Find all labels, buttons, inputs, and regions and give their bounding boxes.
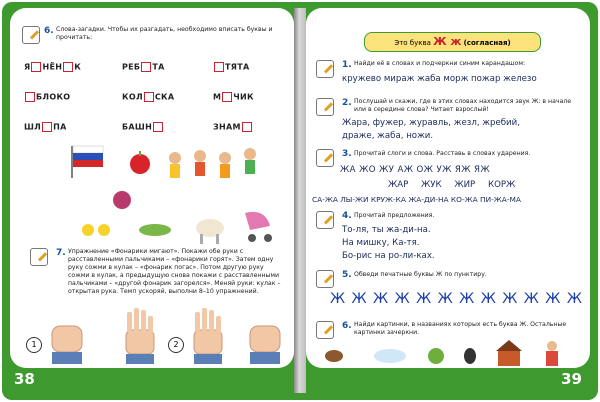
listen-task-icon: [316, 98, 334, 116]
book-task-icon: [316, 149, 334, 167]
task3-row1: ЖА ЖО ЖУ АЖ ОЖ УЖ ЯЖ ЯЖ: [340, 165, 491, 175]
letter-box[interactable]: [144, 92, 154, 102]
boy-icon: [546, 341, 558, 366]
puzzle-word-6: М ЧИК: [213, 92, 254, 102]
flag-icon: [72, 146, 103, 178]
page-number-right: 39: [561, 370, 582, 388]
beetle-icon: [464, 348, 476, 364]
task6-pictures: [320, 338, 590, 368]
task6-number: 6.: [342, 321, 352, 331]
cabbage-icon: [428, 348, 444, 364]
stroller-icon: [245, 212, 272, 242]
open-hand-icon: [126, 308, 154, 364]
task2-number: 2.: [342, 98, 352, 108]
task1-number: 1.: [342, 60, 352, 70]
letter-box[interactable]: [25, 92, 35, 102]
pencil-task-icon: [316, 270, 334, 288]
puzzle-word-2: РЕБ ТА: [122, 62, 165, 72]
page-number-left: 38: [14, 370, 35, 388]
task4-instruction: Прочитай предложения.: [354, 212, 435, 219]
letter-box[interactable]: [141, 62, 151, 72]
hands-illustration: [48, 308, 288, 368]
house-icon: [496, 340, 522, 366]
children-icon: [169, 148, 256, 178]
puzzle-word-8: БАШН: [122, 122, 164, 132]
peas-icon: [139, 224, 171, 236]
task5-instruction: Обведи печатные буквы Ж по пунктиру.: [354, 271, 487, 278]
ducklings-icon: [82, 224, 110, 236]
puzzle-word-4: БЛОКО: [24, 92, 70, 102]
step-two-badge: 2: [168, 337, 184, 353]
task4-line1: То-ля, ты жа-ди-на.: [342, 225, 431, 235]
letter-box[interactable]: [242, 122, 252, 132]
letter-box[interactable]: [214, 62, 224, 72]
task3-row2: ЖАР ЖУК ЖИР КОРЖ: [388, 180, 516, 190]
task3-row3: СА-ЖА ЛЫ-ЖИ КРУЖ-КА ЖА-ДИ-НА КО-ЖА ПИ-ЖА-МА: [312, 195, 521, 204]
task1-words: кружево мираж жаба морж пожар железо: [342, 74, 537, 84]
tracing-letters[interactable]: Ж Ж Ж Ж Ж Ж Ж Ж Ж Ж Ж Ж: [330, 291, 583, 307]
task7-instruction: Упражнение «Фонарики мигают». Покажи обе руки с расставленными пальчиками – «фонарики горят». Затем одну руку сожми в кулак – «фонарик погас». Потом другую руку сожми в кулак, а предыдущую снова покажи с расставленными пальчиками – «другой фонарик загорелся». Меняй руки: кулак – открытая рука. Темп ускоряй, выполни 8–10 упражнений.: [68, 248, 281, 295]
task4-line3: Бо-рис на ро-ли-ках.: [342, 251, 435, 261]
puzzle-pictures: [60, 138, 294, 248]
letter-box[interactable]: [222, 92, 232, 102]
search-task-icon: [316, 321, 334, 339]
hand-task-icon: [30, 248, 48, 266]
apple-icon: [130, 151, 150, 174]
ice-icon: [374, 349, 406, 363]
puzzle-word-3: ТЯТА: [213, 62, 249, 72]
task3-number: 3.: [342, 149, 352, 159]
letter-box[interactable]: [153, 122, 163, 132]
task3-instruction: Прочитай слоги и слова. Расставь в словах ударения.: [354, 150, 531, 157]
pencil-task-icon: [22, 26, 40, 44]
task7-number: 7.: [56, 248, 66, 258]
bird-icon: [325, 350, 343, 362]
fist-icon: [250, 326, 280, 364]
ball-icon: [113, 191, 131, 209]
book-gutter: [294, 8, 306, 393]
puzzle-word-7: ШЛ ПА: [24, 122, 67, 132]
task4-number: 4.: [342, 211, 352, 221]
task1-instruction: Найди её в словах и подчеркни синим карандашом:: [354, 60, 526, 67]
right-page: [306, 8, 590, 368]
letter-box[interactable]: [42, 122, 52, 132]
book-task-icon: [316, 211, 334, 229]
task6-instruction: Слова-загадки. Чтобы их разгадать, необходимо вписать буквы и прочитать:: [56, 26, 273, 41]
lamb-icon: [196, 219, 224, 244]
task6-instruction: Найди картинки, в названиях которых есть буква Ж. Остальные картинки зачеркни.: [354, 321, 567, 336]
task5-number: 5.: [342, 270, 352, 280]
task2-line2: драже, жаба, ножи.: [342, 131, 434, 141]
left-page: [10, 8, 294, 368]
puzzle-word-5: КОЛ СКА: [122, 92, 175, 102]
pencil-task-icon: [316, 60, 334, 78]
fist-icon: [52, 326, 82, 364]
task6-number: 6.: [44, 26, 54, 36]
letter-header: Это буква Ж ж (согласная): [364, 32, 541, 52]
step-one-badge: 1: [26, 337, 42, 353]
task2-line1: Жара, фужер, журавль, жезл, жребий,: [342, 118, 520, 128]
task2-instruction: Послушай и скажи, где в этих словах находится звук Ж: в начале или в середине слова? Читает взрослый!: [354, 98, 572, 113]
puzzle-word-9: ЗНАМ: [213, 122, 253, 132]
letter-box[interactable]: [31, 62, 41, 72]
open-hand-icon: [194, 308, 222, 364]
task4-line2: На мишку, Ка-тя.: [342, 238, 420, 248]
puzzle-word-1: Я НЁН К: [24, 62, 82, 72]
letter-box[interactable]: [63, 62, 73, 72]
